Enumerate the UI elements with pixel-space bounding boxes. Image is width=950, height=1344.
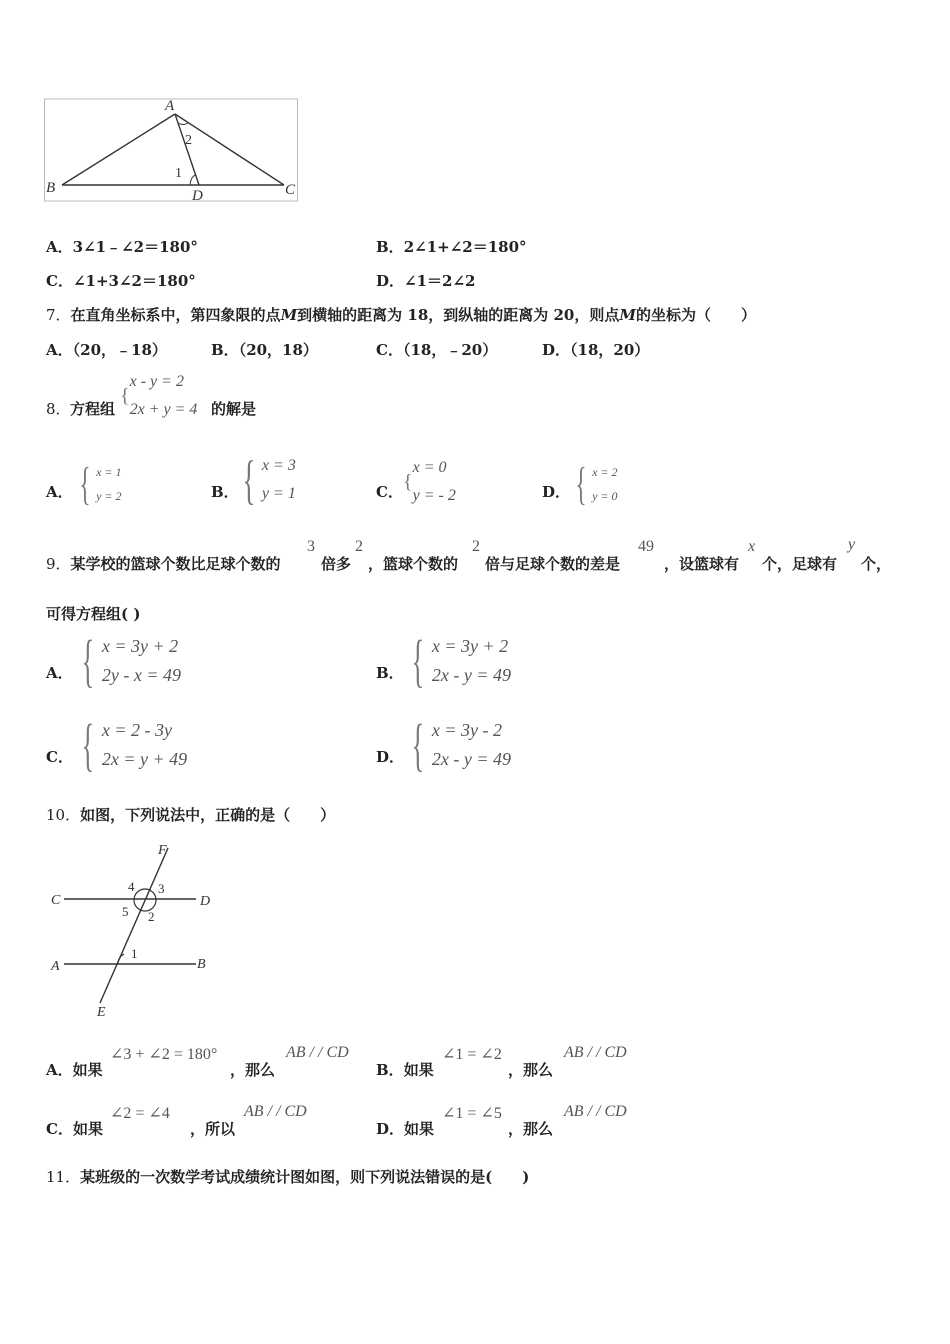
transversal-ef bbox=[100, 848, 168, 1003]
var-m: M bbox=[280, 306, 298, 324]
option-text: （18，﹣20） bbox=[402, 341, 498, 359]
option-pre: 如果 bbox=[404, 1120, 435, 1138]
equation-line: x = 2 bbox=[592, 465, 618, 479]
q10-stem bbox=[46, 804, 335, 825]
q9-stem-part: ，篮球个数的 bbox=[368, 555, 459, 573]
angle-arc-1 bbox=[190, 175, 196, 185]
stem-part: 某班级的一次数学考试成绩统计图如图，则下列说法错误的是( ) bbox=[80, 1168, 530, 1186]
label-d: D bbox=[200, 894, 211, 909]
q10-option-b-condition: ∠1 = ∠2 bbox=[442, 1046, 502, 1063]
q10-option-d-conclusion: AB / / CD bbox=[564, 1103, 627, 1120]
option-letter: D． bbox=[542, 341, 571, 359]
q10-option-b[interactable] bbox=[376, 1059, 434, 1080]
angle-arc-1 bbox=[118, 954, 124, 964]
option-letter: A． bbox=[46, 238, 73, 256]
equation-line: x = 3y + 2 bbox=[101, 636, 179, 656]
brace-icon: { bbox=[575, 458, 587, 509]
label-angle-2: 2 bbox=[148, 909, 155, 924]
question-number: 9． bbox=[46, 555, 71, 573]
q8-option-a-letter[interactable]: A． bbox=[46, 483, 73, 501]
q9-stem-part: 个，足球有 bbox=[762, 555, 838, 573]
q8-equation-system bbox=[120, 368, 197, 424]
option-text: 2∠1+∠2＝180° bbox=[403, 238, 527, 256]
q9-stem-line2: 可得方程组( ) bbox=[46, 605, 141, 623]
label-c: C bbox=[51, 893, 61, 908]
label-angle-2: 2 bbox=[185, 133, 192, 148]
q7-option-b[interactable] bbox=[211, 339, 318, 360]
equation-line: x = 3y + 2 bbox=[431, 636, 509, 656]
q10-option-c-mid: ，所以 bbox=[190, 1120, 236, 1138]
option-letter: B． bbox=[376, 1061, 404, 1079]
stem-part: 的坐标为（ ） bbox=[635, 306, 756, 324]
q10-option-a-condition: ∠3 + ∠2 = 180° bbox=[110, 1046, 218, 1063]
equation-line: y = 1 bbox=[261, 485, 296, 502]
q10-option-c-conclusion: AB / / CD bbox=[244, 1103, 307, 1120]
option-letter: B． bbox=[211, 341, 239, 359]
brace-icon: { bbox=[242, 450, 256, 510]
equation-line: 2x - y = 49 bbox=[431, 665, 511, 685]
q9-stem-part: ，设篮球有 bbox=[664, 555, 740, 573]
option-text: （20，﹣18） bbox=[72, 341, 167, 359]
q9-num-2b: 2 bbox=[472, 538, 480, 555]
segment-ab bbox=[62, 114, 175, 185]
q8-option-d-letter[interactable]: D． bbox=[542, 483, 571, 501]
var-m: M bbox=[619, 306, 636, 324]
q9-option-d-letter[interactable]: D． bbox=[376, 748, 405, 766]
label-b: B bbox=[197, 957, 206, 972]
brace-icon: { bbox=[81, 712, 95, 777]
brace-icon: { bbox=[411, 712, 425, 777]
triangle-figure bbox=[44, 96, 302, 206]
q8-option-b-letter[interactable]: B． bbox=[211, 483, 239, 501]
q7-option-a[interactable] bbox=[46, 339, 167, 360]
q6-option-c[interactable] bbox=[46, 270, 196, 291]
label-a: A bbox=[165, 98, 175, 114]
angle-arc-2 bbox=[178, 123, 188, 125]
question-number: 7． bbox=[46, 306, 71, 324]
option-letter: C． bbox=[46, 1120, 73, 1138]
stem-part: 某学校的篮球个数比足球个数的 bbox=[70, 555, 281, 573]
q9-stem-part: 个， bbox=[861, 555, 892, 573]
option-text: （20，18） bbox=[238, 341, 318, 359]
q6-option-a[interactable] bbox=[46, 236, 198, 257]
equation-line: x = 2 - 3y bbox=[101, 720, 172, 740]
option-text: ∠1+3∠2＝180° bbox=[72, 272, 196, 290]
label-d: D bbox=[192, 188, 203, 204]
label-angle-1: 1 bbox=[175, 166, 182, 181]
equation-line: y = 2 bbox=[96, 489, 122, 503]
brace-icon: { bbox=[120, 385, 130, 407]
q9-num-2: 2 bbox=[355, 538, 363, 555]
option-letter: A． bbox=[46, 1061, 73, 1079]
option-text: ∠1＝2∠2 bbox=[404, 272, 476, 290]
q11-stem bbox=[46, 1166, 529, 1187]
brace-icon: { bbox=[81, 628, 95, 693]
option-letter: C． bbox=[376, 341, 403, 359]
q9-option-d-system[interactable] bbox=[404, 712, 511, 777]
q7-option-c[interactable] bbox=[376, 339, 497, 360]
q9-option-a-system[interactable] bbox=[74, 628, 181, 693]
equation-line: 2x = y + 49 bbox=[101, 749, 188, 769]
option-letter: D． bbox=[376, 1120, 405, 1138]
equation-line: x = 3 bbox=[261, 457, 296, 474]
q10-option-b-conclusion: AB / / CD bbox=[564, 1044, 627, 1061]
q10-option-d-mid: ，那么 bbox=[508, 1120, 554, 1138]
q10-option-d-condition: ∠1 = ∠5 bbox=[442, 1105, 502, 1122]
option-text: 3∠1﹣∠2＝180° bbox=[72, 238, 198, 256]
option-text: （18，20） bbox=[570, 341, 650, 359]
brace-icon: { bbox=[403, 471, 413, 493]
q9-stem-line1 bbox=[46, 553, 281, 574]
q9-option-a-letter[interactable]: A． bbox=[46, 664, 73, 682]
q6-option-b[interactable] bbox=[376, 236, 527, 257]
q10-option-a[interactable] bbox=[46, 1059, 103, 1080]
q10-option-b-mid: ，那么 bbox=[508, 1061, 554, 1079]
equation-line: x - y = 2 bbox=[129, 373, 184, 390]
q9-option-b-letter[interactable]: B． bbox=[376, 664, 404, 682]
q8-option-b-system[interactable] bbox=[236, 452, 296, 508]
equation-line: x = 0 bbox=[412, 459, 447, 476]
label-angle-3: 3 bbox=[158, 881, 165, 896]
q9-stem-part: 倍与足球个数的差是 bbox=[485, 555, 621, 573]
q9-var-y: y bbox=[848, 536, 856, 553]
option-letter: D． bbox=[376, 272, 405, 290]
q9-var-x: x bbox=[748, 538, 756, 555]
q8-option-c-system[interactable] bbox=[403, 454, 456, 510]
stem-part: 到横轴的距离为 18，到纵轴的距离为 20，则点 bbox=[297, 306, 620, 324]
option-letter: A． bbox=[46, 341, 73, 359]
q10-option-a-conclusion: AB / / CD bbox=[286, 1044, 349, 1061]
label-f: F bbox=[158, 843, 167, 858]
label-a: A bbox=[51, 959, 60, 974]
q8-option-a-system[interactable] bbox=[74, 460, 122, 508]
q9-option-b-system[interactable] bbox=[404, 628, 511, 693]
question-number: 11． bbox=[46, 1168, 81, 1186]
question-number: 10． bbox=[46, 806, 81, 824]
parallel-lines-figure bbox=[44, 836, 224, 1022]
q8-stem-a: 方程组 bbox=[70, 400, 116, 418]
q7-option-d[interactable] bbox=[542, 339, 649, 360]
equation-line: x = 3y - 2 bbox=[431, 720, 502, 740]
option-pre: 如果 bbox=[72, 1120, 103, 1138]
label-e: E bbox=[97, 1005, 106, 1020]
q8-option-d-system[interactable] bbox=[570, 460, 618, 508]
equation-line: 2x + y = 4 bbox=[129, 401, 198, 418]
equation-line: y = 0 bbox=[592, 489, 618, 503]
option-letter: B． bbox=[376, 238, 404, 256]
brace-icon: { bbox=[79, 458, 91, 509]
q10-option-a-mid: ，那么 bbox=[230, 1061, 276, 1079]
stem-part: 如图，下列说法中，正确的是（ ） bbox=[80, 806, 336, 824]
option-letter: C． bbox=[46, 272, 73, 290]
equation-line: y = - 2 bbox=[412, 487, 456, 504]
option-pre: 如果 bbox=[72, 1061, 103, 1079]
option-pre: 如果 bbox=[403, 1061, 434, 1079]
equation-line: x = 1 bbox=[96, 465, 122, 479]
label-b: B bbox=[46, 180, 56, 196]
q9-num-49: 49 bbox=[638, 538, 654, 555]
q7-stem bbox=[46, 304, 756, 325]
q10-option-d[interactable] bbox=[376, 1118, 434, 1139]
q10-option-c-condition: ∠2 = ∠4 bbox=[110, 1105, 170, 1122]
label-angle-5: 5 bbox=[122, 904, 129, 919]
q9-option-c-letter[interactable]: C． bbox=[46, 748, 73, 766]
q8-number: 8． bbox=[46, 400, 71, 418]
q9-stem-part: 倍多 bbox=[321, 555, 352, 573]
q6-option-d[interactable] bbox=[376, 270, 475, 291]
q8-option-c-letter[interactable]: C． bbox=[376, 483, 403, 501]
label-angle-4: 4 bbox=[128, 879, 135, 894]
label-angle-1: 1 bbox=[131, 946, 138, 961]
q9-option-c-system[interactable] bbox=[74, 712, 188, 777]
brace-icon: { bbox=[411, 628, 425, 693]
stem-part: 在直角坐标系中，第四象限的点 bbox=[70, 306, 281, 324]
q8-stem-b: 的解是 bbox=[211, 400, 257, 418]
label-c: C bbox=[285, 182, 296, 198]
equation-line: 2x - y = 49 bbox=[431, 749, 511, 769]
equation-line: 2y - x = 49 bbox=[101, 665, 181, 685]
q10-option-c[interactable] bbox=[46, 1118, 103, 1139]
q9-num-3: 3 bbox=[307, 538, 315, 555]
segment-ac bbox=[175, 114, 284, 185]
